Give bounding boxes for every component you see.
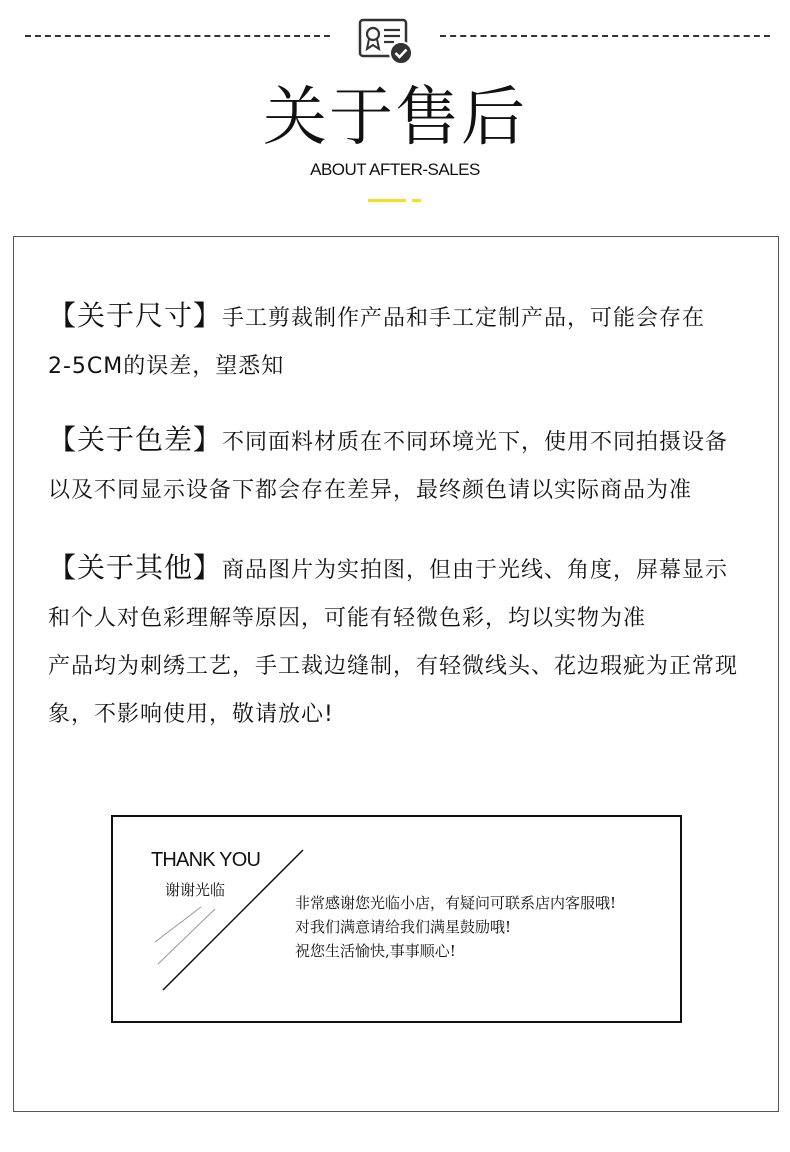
section-text: 2-5CM的误差，望悉知 [48, 354, 285, 379]
section-text: 产品均为刺绣工艺，手工裁边缝制，有轻微线头、花边瑕疵为正常现 [48, 654, 739, 679]
section-text: 象，不影响使用，敬请放心! [48, 702, 334, 727]
section-text: 不同面料材质在不同环境光下，使用不同拍摄设备 [222, 430, 729, 455]
certificate-check-icon [356, 12, 416, 68]
section-color-difference [48, 416, 773, 515]
page-title: 关于售后 [263, 81, 527, 155]
section-text: 手工剪裁制作产品和手工定制产品，可能会存在 [222, 306, 706, 331]
section-heading: 【关于其他】 [48, 551, 223, 584]
message-line: 对我们满意请给我们满星鼓励哦! [295, 918, 512, 936]
page-subtitle: ABOUT AFTER-SALES [310, 160, 480, 179]
section-other [48, 544, 773, 739]
message-line: 非常感谢您光临小店，有疑问可联系店内客服哦! [295, 894, 617, 912]
header-divider-right [440, 35, 770, 37]
section-text: 商品图片为实拍图，但由于光线、角度，屏幕显示 [222, 558, 729, 583]
section-text: 以及不同显示设备下都会存在差异，最终颜色请以实际商品为准 [48, 478, 693, 503]
thank-you-card [111, 815, 682, 1023]
header-divider-left [25, 35, 330, 37]
message-line: 祝您生活愉快,事事顺心! [295, 942, 456, 960]
thank-you-subtitle: 谢谢光临 [165, 881, 226, 899]
thank-you-message [295, 891, 616, 963]
section-heading: 【关于色差】 [48, 423, 223, 456]
title-accent-bar [368, 199, 406, 202]
thank-you-title: THANK YOU [151, 849, 261, 871]
section-text: 和个人对色彩理解等原因，可能有轻微色彩，均以实物为准 [48, 606, 647, 631]
title-accent-dot [412, 199, 421, 202]
section-size [48, 292, 773, 391]
section-heading: 【关于尺寸】 [48, 299, 223, 332]
